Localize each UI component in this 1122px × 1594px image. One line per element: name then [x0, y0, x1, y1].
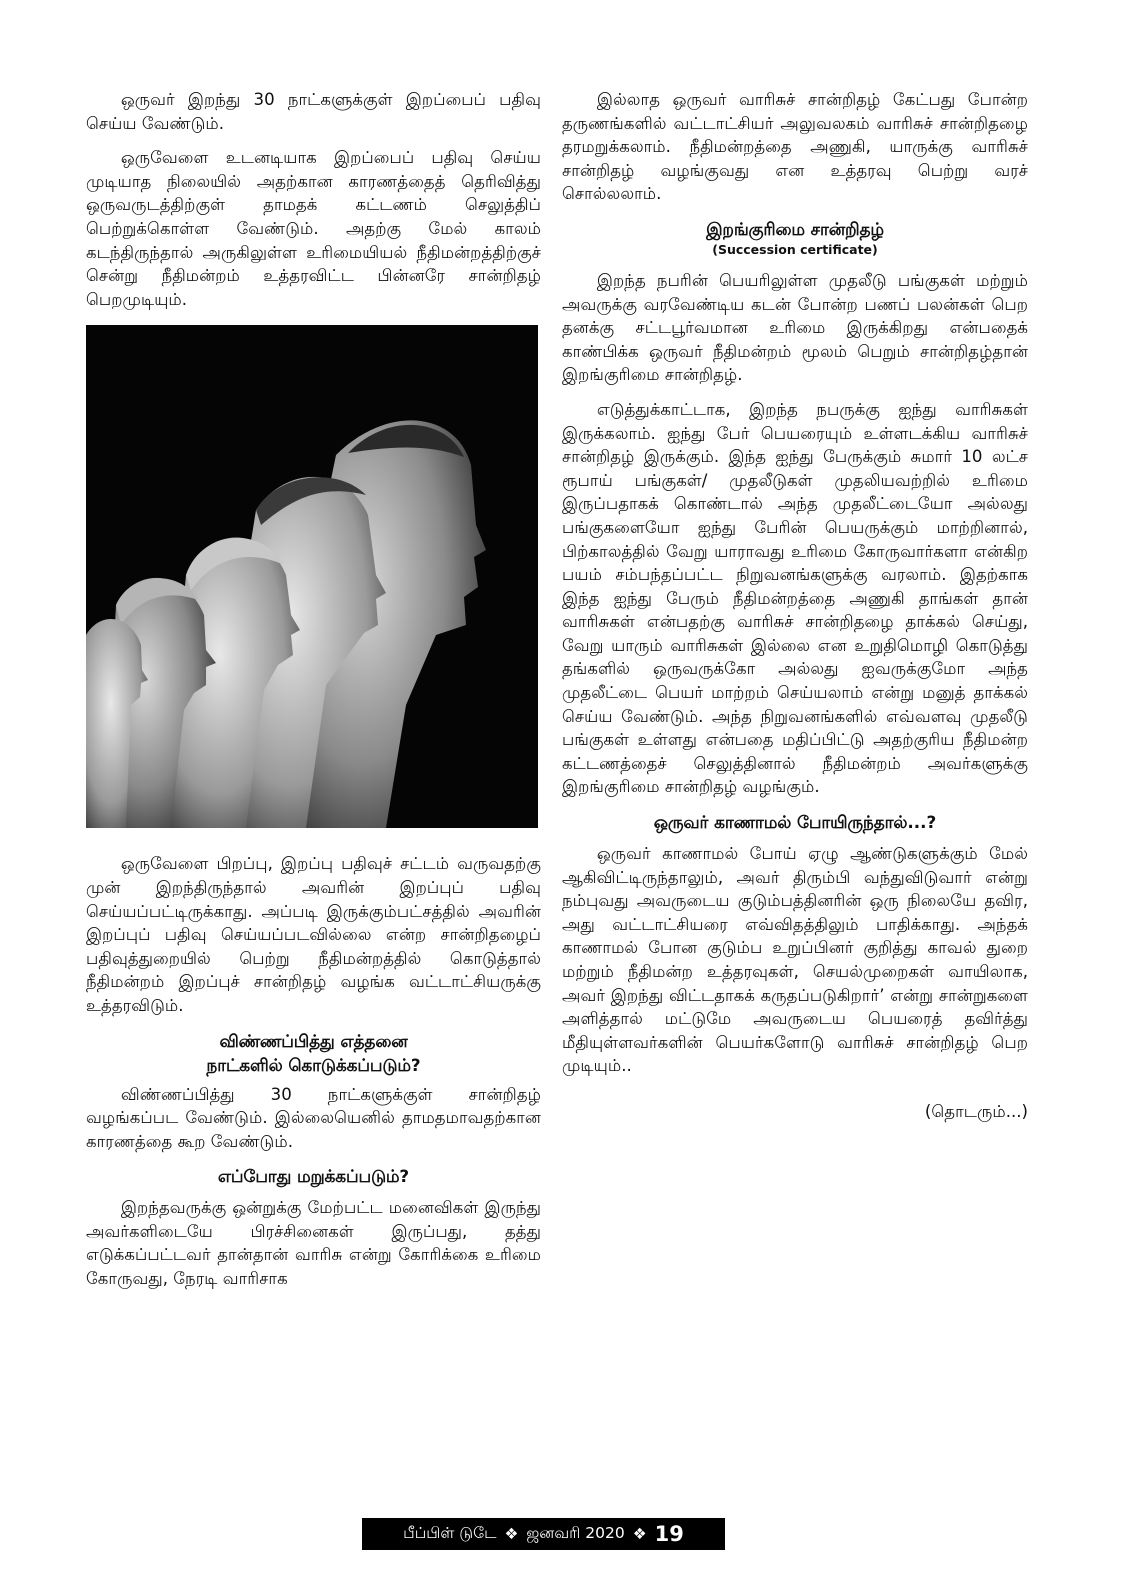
- paragraph: இறந்த நபரின் பெயரிலுள்ள முதலீடு பங்குகள் மற்றும் அவருக்கு வரவேண்டிய கடன் போன்ற பணப் பலன்கள் பெற தனக்கு சட்டபூர்வமான உரிமை இருக்கிறது என்பதைக் காண்பிக்க ஒருவர் நீதிமன்றம் மூலம் பெறும் சான்றிதழ்தான் இறங்குரிமை சான்றிதழ்.: [562, 270, 1028, 385]
- page-number: 19: [654, 1522, 684, 1546]
- paragraph: இல்லாத ஒருவர் வாரிசுச் சான்றிதழ் கேட்பது போன்ற தருணங்களில் வட்டாட்சியர் அலுவலகம் வாரிசுச் சான்றிதழை தரமறுக்கலாம். நீதிமன்றத்தை அணுகி, யாருக்கு வாரிசுச் சான்றிதழ் வழங்குவது என உத்தரவு பெற்று வரச் சொல்லலாம்.: [562, 90, 1028, 204]
- section-heading: ஒருவர் காணாமல் போயிருந்தால்...?: [653, 812, 937, 833]
- family-profile-photo: [86, 325, 538, 828]
- diamond-separator-icon: ❖: [632, 1525, 647, 1543]
- left-column: [86, 88, 541, 1302]
- section-subheading: (Succession certificate): [712, 241, 878, 257]
- paragraph: எடுத்துக்காட்டாக, இறந்த நபருக்கு ஐந்து வாரிசுகள் இருக்கலாம். ஐந்து பேர் பெயரையும் உள்ளடக்கிய வாரிசுச் சான்றிதழ் இருக்கும். இந்த ஐந்து பேருக்கும் சுமார் 10 லட்ச ரூபாய் பங்குகள்/ முதலீடுகள் முதலியவற்றில் உரிமை இருப்பதாகக் கொண்டால் அந்த முதலீட்டையோ அல்லது பங்குகளையோ ஐந்து பேரின் பெயருக்கும் மாற்றினால், பிற்காலத்தில் வேறு யாராவது உரிமை கோருவார்களா என்கிற பயம் சம்பந்தப்பட்ட நிறுவனங்களுக்கு வரலாம். இதற்காக இந்த ஐந்து பேரும் நீதிமன்றத்தை அணுகி தாங்கள் தான் வாரிசுகள் என்பதற்கு வாரிசுச் சான்றிதழை தாக்கல் செய்து, வேறு யாரும் வாரிசுகள் இல்லை என உறுதிமொழி கொடுத்து தங்களில் ஒருவருக்கோ அல்லது ஐவருக்குமோ அந்த முதலீட்டை பெயர் மாற்றம் செய்யலாம் என்று மனுத் தாக்கல் செய்ய வேண்டும். அந்த நிறுவனங்களில் எவ்வளவு முதலீடு பங்குகள் உள்ளது என்பதை மதிப்பிட்டு அதற்குரிய நீதிமன்ற கட்டணத்தைச் செலுத்தினால் நீதிமன்றம் அவர்களுக்கு இறங்குரிமை சான்றிதழ் வழங்கும்.: [562, 399, 1028, 797]
- paragraph: ஒருவர் இறந்து 30 நாட்களுக்குள் இறப்பைப் பதிவு செய்ய வேண்டும்.: [86, 90, 541, 133]
- issue-date: ஜனவரி 2020: [526, 1524, 625, 1542]
- section-heading: எப்போது மறுக்கப்படும்?: [217, 1166, 410, 1187]
- paragraph: ஒருவேளை பிறப்பு, இறப்பு பதிவுச் சட்டம் வருவதற்கு முன் இறந்திருந்தால் அவரின் இறப்புப் பதிவு செய்யப்பட்டிருக்காது. அப்படி இருக்கும்பட்சத்தில் அவரின் இறப்புப் பதிவு செய்யப்படவில்லை என்ற சான்றிதழைப் பதிவுத்துறையில் பெற்று நீதிமன்றத்தில் கொடுத்தால் நீதிமன்றம் இறப்புச் சான்றிதழ் வழங்க வட்டாட்சியருக்கு உத்தரவிடும்.: [86, 854, 541, 1015]
- paragraph: ஒருவேளை உடனடியாக இறப்பைப் பதிவு செய்ய முடியாத நிலையில் அதற்கான காரணத்தைத் தெரிவித்து ஒருவருடத்திற்குள் தாமதக் கட்டணம் செலுத்திப் பெற்றுக்கொள்ள வேண்டும். அதற்கு மேல் காலம் கடந்திருந்தால் அருகிலுள்ள உரிமையியல் நீதிமன்றத்திற்குச் சென்று நீதிமன்றம் உத்தரவிட்ட பின்னரே சான்றிதழ் பெறமுடியும்.: [86, 148, 541, 309]
- continued-label: (தொடரும்...): [924, 1101, 1028, 1121]
- section-heading: விண்ணப்பித்து எத்தனை நாட்களில் கொடுக்கப்படும்?: [206, 1030, 421, 1075]
- paragraph: ஒருவர் காணாமல் போய் ஏழு ஆண்டுகளுக்கும் மேல் ஆகிவிட்டிருந்தாலும், அவர் திரும்பி வந்துவிடுவார் என்று நம்புவது அவருடைய குடும்பத்தினரின் ஒரு நிலையே தவிர, அது வட்டாட்சியரை எவ்விதத்திலும் பாதிக்காது. அந்தக் காணாமல் போன குடும்ப உறுப்பினர் குறித்து காவல் துறை மற்றும் நீதிமன்ற உத்தரவுகள், செயல்முறைகள் வாயிலாக, அவர் இறந்து விட்டதாகக் கருதப்படுகிறார்’ என்று சான்றுகளை அளித்தால் மட்டுமே அவருடைய பெயரைத் தவிர்த்து மீதியுள்ளவர்களின் பெயர்களோடு வாரிசுச் சான்றிதழ் பெற முடியும்..: [562, 844, 1028, 1076]
- paragraph: விண்ணப்பித்து 30 நாட்களுக்குள் சான்றிதழ் வழங்கப்பட வேண்டும். இல்லையெனில் தாமதமாவதற்கான காரணத்தை கூற வேண்டும்.: [86, 1084, 541, 1151]
- family-profiles-illustration: [86, 325, 538, 828]
- section-heading: இறங்குரிமை சான்றிதழ்: [706, 218, 884, 239]
- magazine-name: பீப்பிள் டுடே: [403, 1524, 497, 1542]
- right-column: [562, 88, 1028, 1135]
- paragraph: இறந்தவருக்கு ஒன்றுக்கு மேற்பட்ட மனைவிகள் இருந்து அவர்களிடையே பிரச்சினைகள் இருப்பது, தத்து எடுக்கப்பட்டவர் தான்தான் வாரிசு என்று கோரிக்கை உரிமை கோருவது, நேரடி வாரிசாக: [86, 1198, 541, 1289]
- page-footer: [362, 1518, 725, 1550]
- diamond-separator-icon: ❖: [504, 1525, 519, 1543]
